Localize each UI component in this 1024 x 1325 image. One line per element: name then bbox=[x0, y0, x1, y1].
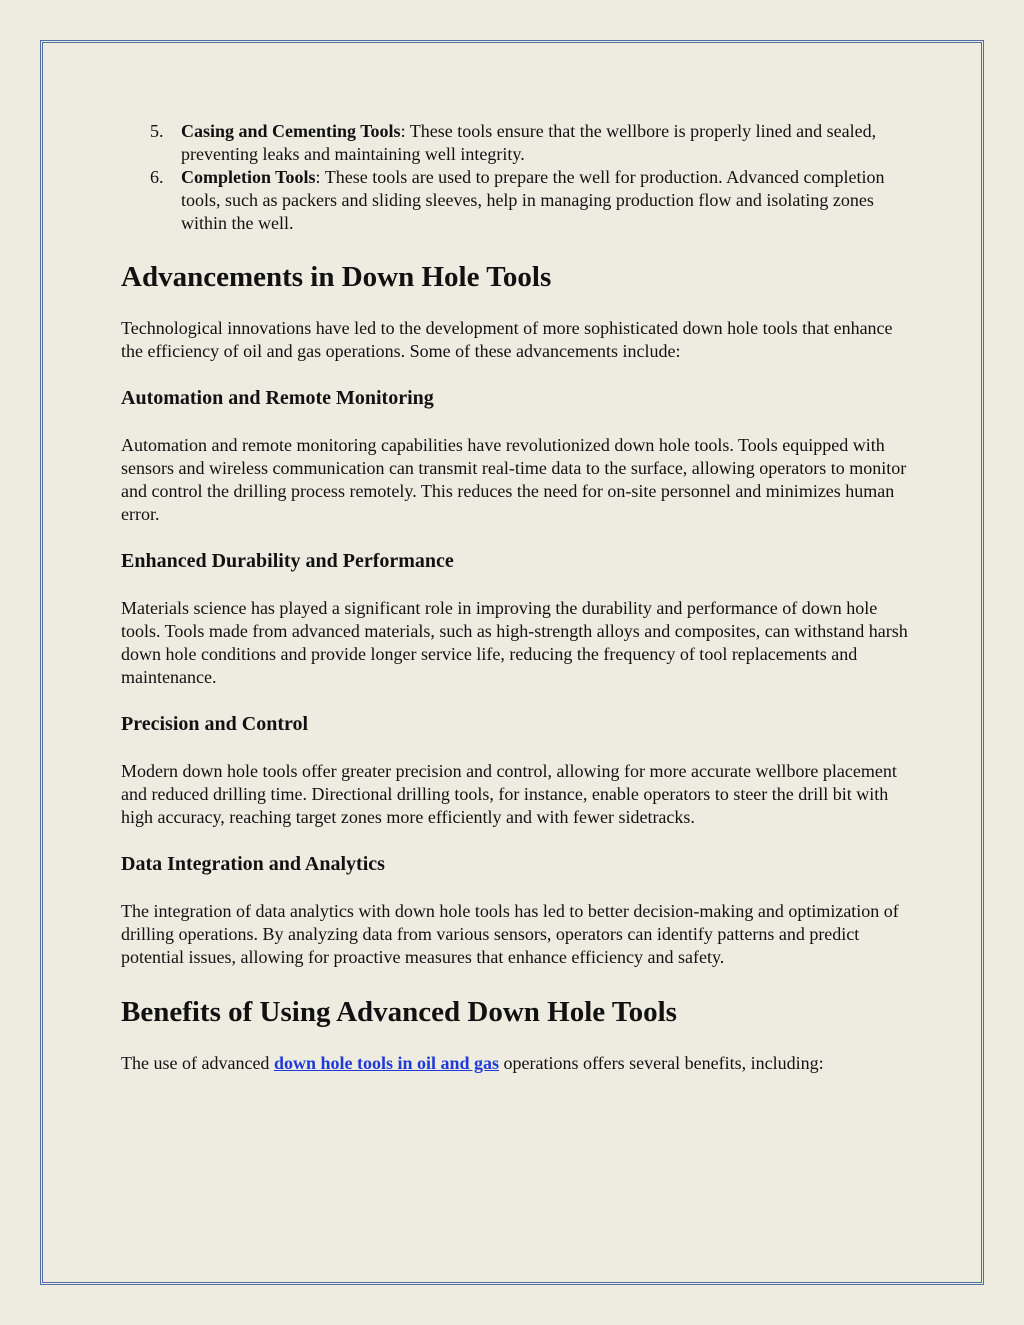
list-item-number: 5. bbox=[150, 121, 164, 141]
list-item bbox=[121, 166, 911, 235]
section-body-automation: Automation and remote monitoring capabilities have revolutionized down hole tools. Tools equipped with sensors and wireless communication can transmit real-time data to the surface, allowing operators to monitor and control the drilling process remotely. This reduces the need for on-site personnel and minimizes human error. bbox=[121, 435, 907, 524]
section-heading-durability: Enhanced Durability and Performance bbox=[121, 550, 454, 572]
section-heading-data-integration: Data Integration and Analytics bbox=[121, 853, 385, 875]
benefits-intro-before: The use of advanced bbox=[121, 1053, 274, 1073]
section-body-data-integration: The integration of data analytics with down hole tools has led to better decision-making and optimization of drilling operations. By analyzing data from various sensors, operators can identify patterns and predict potential issues, allowing for proactive measures that enhance efficiency and safety. bbox=[121, 901, 899, 967]
list-item-text: : These tools ensure that the wellbore is properly lined and sealed, preventing leaks and maintaining well integrity. bbox=[181, 121, 877, 164]
down-hole-tools-link[interactable]: down hole tools in oil and gas bbox=[273, 1053, 499, 1073]
benefits-heading: Benefits of Using Advanced Down Hole Tools bbox=[121, 996, 677, 1028]
list-item-number: 6. bbox=[150, 167, 164, 187]
list-item-text: : These tools are used to prepare the well for production. Advanced completion tools, such as packers and sliding sleeves, help in managing production flow and isolating zones within the well. bbox=[181, 167, 885, 233]
section-body-durability: Materials science has played a significant role in improving the durability and performance of down hole tools. Tools made from advanced materials, such as high-strength alloys and composites, can withstand harsh down hole conditions and provide longer service life, reducing the frequency of tool replacements and maintenance. bbox=[121, 598, 908, 687]
section-body-precision: Modern down hole tools offer greater precision and control, allowing for more accurate wellbore placement and reduced drilling time. Directional drilling tools, for instance, enable operators to steer the drill bit with high accuracy, reaching target zones more efficiently and with fewer sidetracks. bbox=[121, 761, 897, 827]
advancements-intro: Technological innovations have led to the development of more sophisticated down hole tools that enhance the efficiency of oil and gas operations. Some of these advancements include: bbox=[121, 318, 893, 361]
benefits-intro-after: operations offers several benefits, including: bbox=[499, 1053, 824, 1073]
list-item-term: Completion Tools bbox=[181, 167, 316, 187]
tools-list bbox=[121, 120, 911, 235]
section-heading-precision: Precision and Control bbox=[121, 713, 309, 735]
benefits-intro bbox=[121, 1052, 911, 1075]
section-heading-automation: Automation and Remote Monitoring bbox=[121, 387, 434, 409]
document-content bbox=[121, 120, 911, 1075]
list-item-term: Casing and Cementing Tools bbox=[181, 121, 401, 141]
list-item bbox=[121, 120, 911, 166]
advancements-heading: Advancements in Down Hole Tools bbox=[121, 261, 552, 293]
